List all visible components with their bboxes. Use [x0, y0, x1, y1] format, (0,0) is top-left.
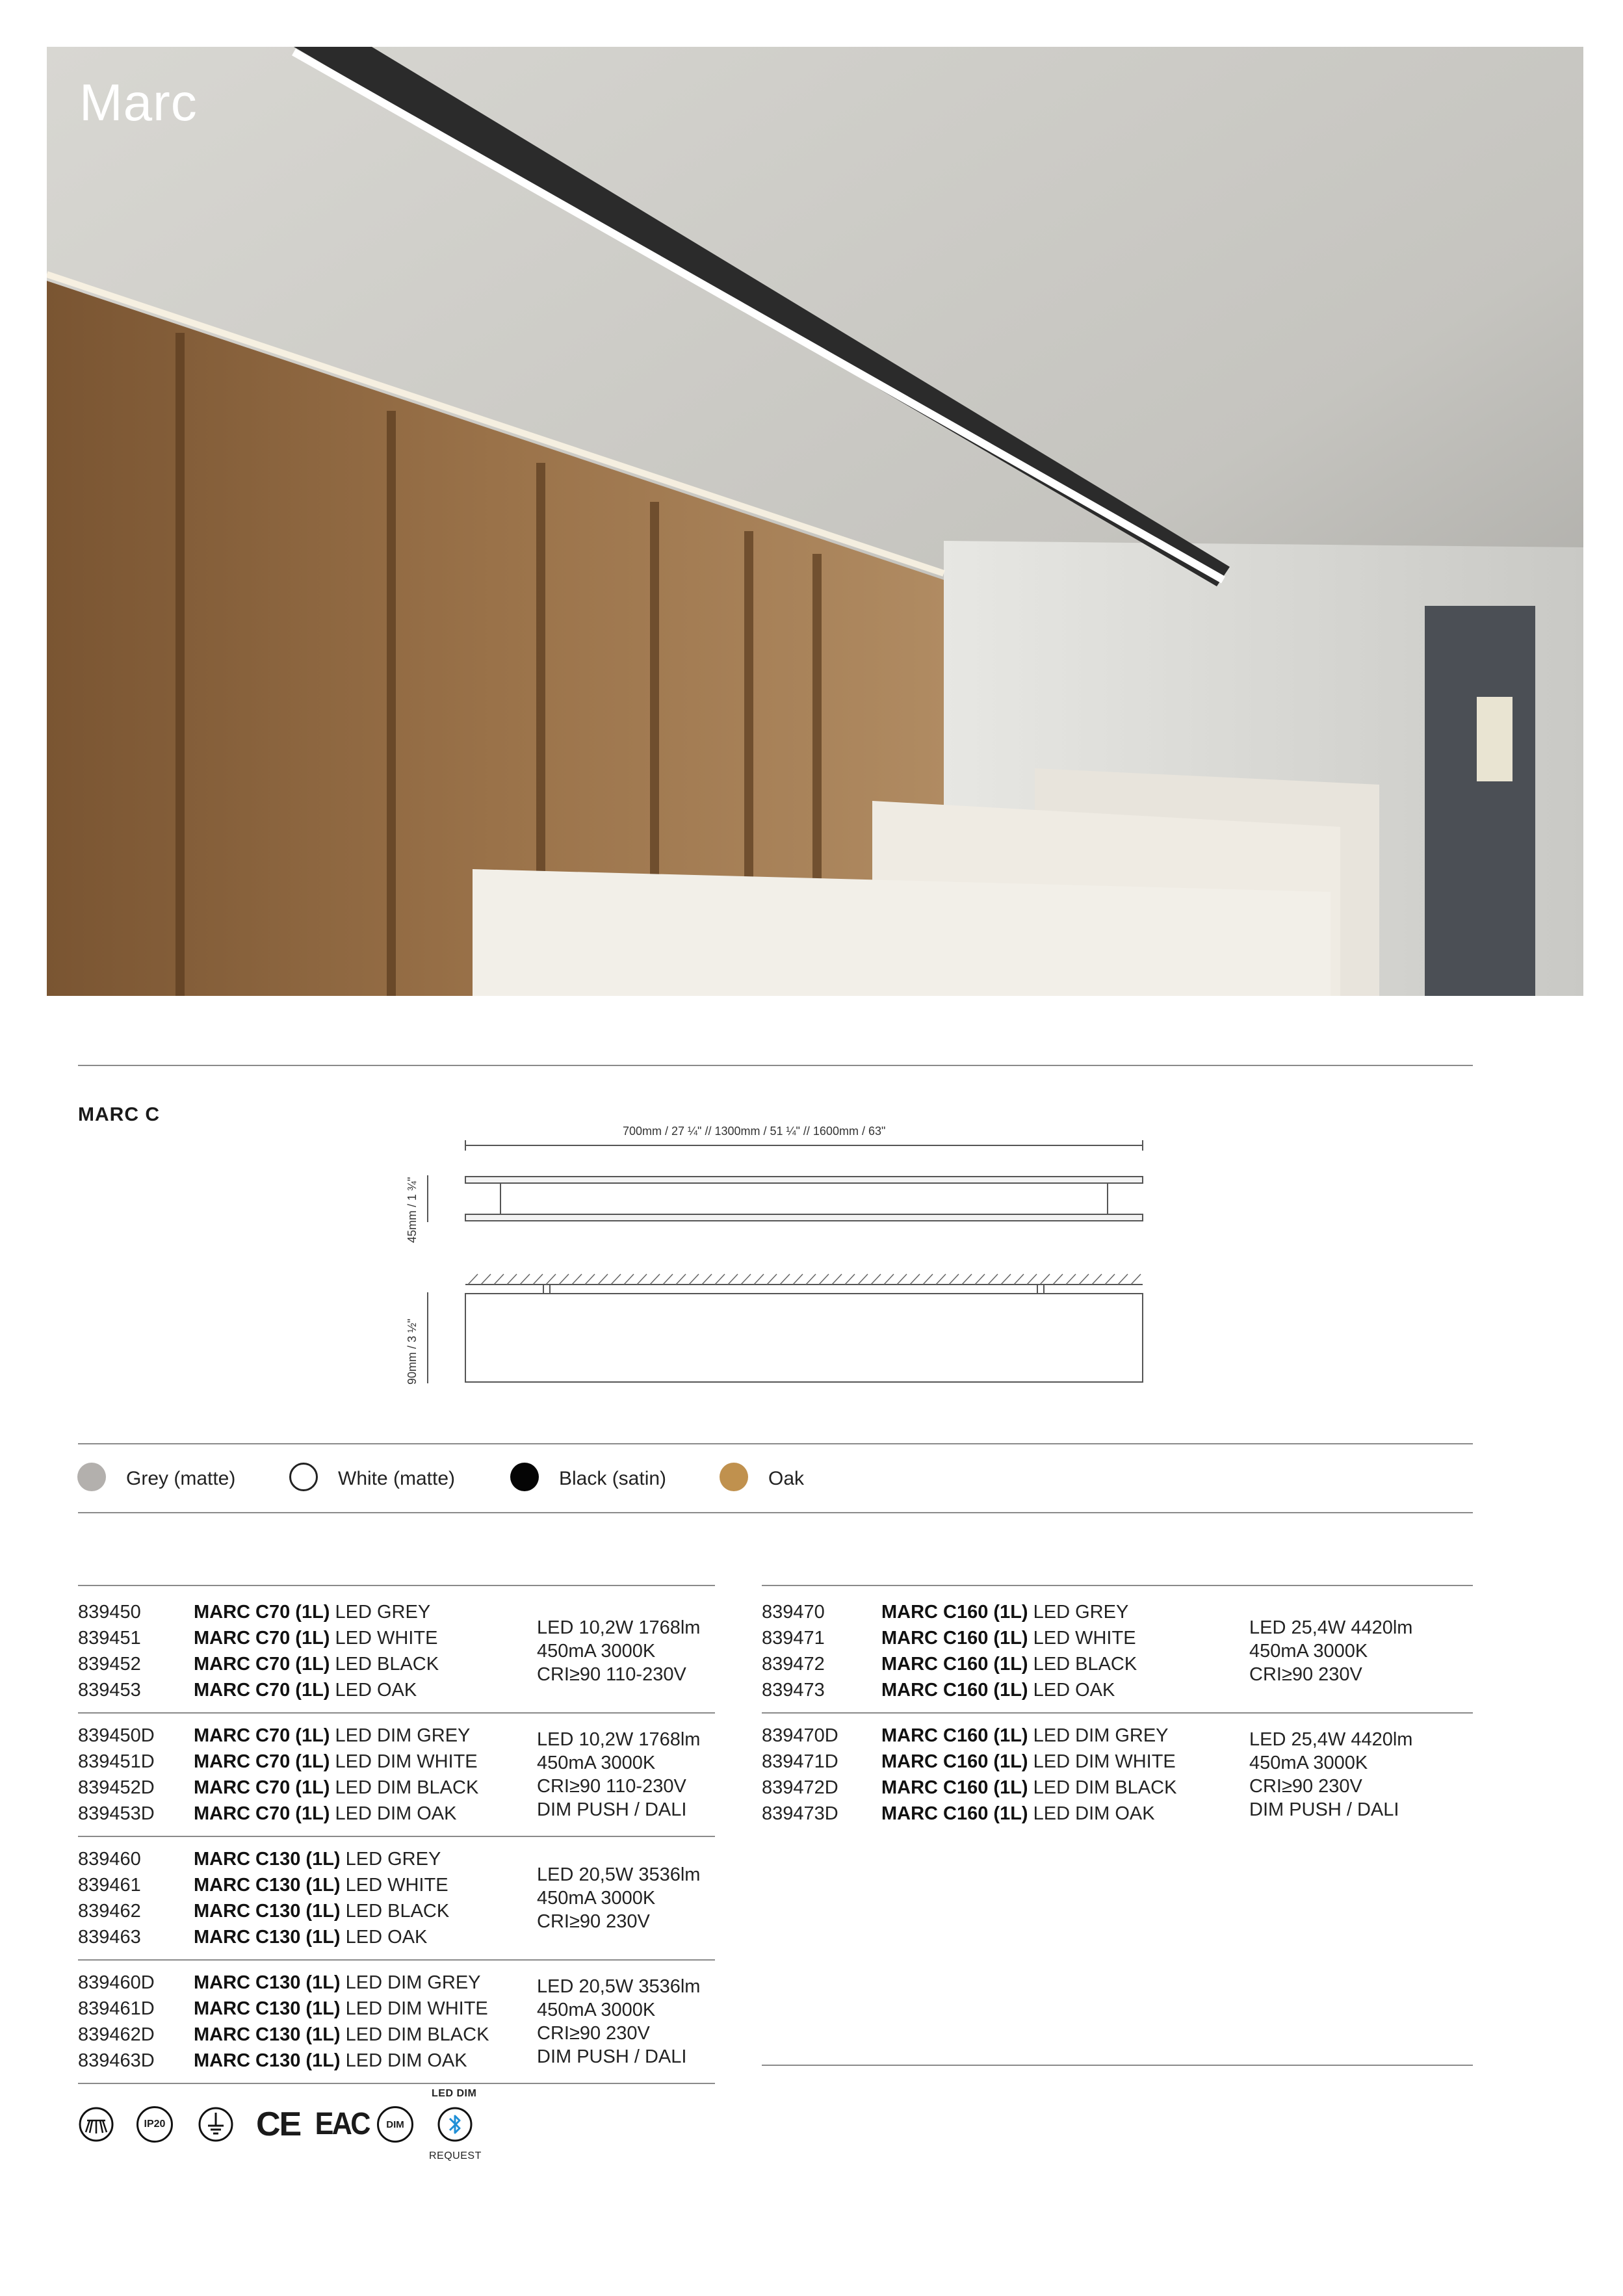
table-top-rule	[762, 1585, 1473, 1586]
hero-photo	[47, 47, 1583, 996]
hero-title: Marc	[79, 73, 198, 131]
table-bottom-rule	[762, 2065, 1473, 2066]
ip20-icon: IP20	[136, 2106, 173, 2143]
product-group	[78, 1837, 715, 1961]
product-model: MARC C160 (1L)	[881, 1725, 1028, 1746]
led-dim-label: LED DIM	[432, 2088, 477, 2099]
finish-swatch-white	[289, 1463, 318, 1491]
table-top-rule	[78, 1585, 715, 1586]
product-name	[194, 1970, 537, 1996]
product-code: 839473D	[762, 1803, 838, 1824]
spec-line: 450mA 3000K	[537, 2000, 656, 2020]
product-name	[194, 1801, 537, 1827]
divider	[78, 1443, 1473, 1444]
spec-line: LED 25,4W 4420lm	[1249, 1729, 1413, 1750]
dim-icon: DIM	[377, 2106, 413, 2143]
product-model: MARC C70 (1L)	[194, 1602, 330, 1623]
product-name	[881, 1723, 1249, 1749]
product-code: 839460D	[78, 1972, 155, 1993]
product-model: MARC C160 (1L)	[881, 1751, 1028, 1772]
product-model: MARC C70 (1L)	[194, 1803, 330, 1824]
product-description: LED DIM WHITE	[340, 1998, 488, 2019]
product-code: 839471D	[762, 1751, 838, 1772]
spec-line: LED 25,4W 4420lm	[1249, 1617, 1413, 1638]
ce-mark-icon: CE	[256, 2106, 301, 2143]
product-code: 839470	[762, 1602, 825, 1623]
product-group	[762, 1714, 1473, 1836]
product-model: MARC C160 (1L)	[881, 1777, 1028, 1798]
spec-line: 450mA 3000K	[537, 1753, 656, 1773]
product-description: LED DIM OAK	[1028, 1803, 1155, 1824]
product-group	[78, 1714, 715, 1837]
product-description: LED DIM GREY	[330, 1725, 471, 1746]
beam-angle-icon	[78, 2106, 114, 2143]
interior-photo	[47, 47, 1583, 996]
product-code: 839460	[78, 1849, 141, 1870]
spec-block	[537, 1728, 700, 1821]
product-name	[194, 2022, 537, 2048]
product-code: 839452D	[78, 1777, 155, 1798]
spec-line: LED 10,2W 1768lm	[537, 1617, 701, 1638]
product-name	[194, 1996, 537, 2022]
product-model: MARC C70 (1L)	[194, 1751, 330, 1772]
product-model: MARC C130 (1L)	[194, 1901, 341, 1922]
product-model: MARC C160 (1L)	[881, 1803, 1028, 1824]
product-code: 839472D	[762, 1777, 838, 1798]
product-code: 839453D	[78, 1803, 155, 1824]
product-name	[194, 1924, 537, 1950]
product-description: LED DIM OAK	[330, 1803, 457, 1824]
spec-block	[1249, 1616, 1412, 1686]
product-description: LED DIM GREY	[340, 1972, 481, 1993]
product-name	[881, 1625, 1249, 1651]
product-code: 839462	[78, 1901, 141, 1922]
product-model: MARC C130 (1L)	[194, 1875, 341, 1896]
product-description: LED GREY	[330, 1602, 431, 1623]
product-description: LED DIM OAK	[340, 2050, 467, 2071]
spec-line: CRI≥90 230V	[1249, 1776, 1362, 1797]
product-name	[881, 1801, 1249, 1827]
product-name	[881, 1599, 1249, 1625]
product-description: LED BLACK	[340, 1901, 450, 1922]
product-code: 839452	[78, 1654, 141, 1675]
product-description: LED DIM BLACK	[1028, 1777, 1177, 1798]
product-model: MARC C160 (1L)	[881, 1654, 1028, 1675]
product-code: 839472	[762, 1654, 825, 1675]
product-code: 839450D	[78, 1725, 155, 1746]
product-code: 839462D	[78, 2024, 155, 2045]
finish-label-white: White (matte)	[338, 1468, 456, 1489]
spec-line: CRI≥90 110-230V	[537, 1664, 686, 1685]
divider	[78, 1512, 1473, 1513]
product-description: LED WHITE	[330, 1628, 438, 1649]
product-name	[881, 1651, 1249, 1677]
product-table-left	[78, 1590, 715, 2084]
product-model: MARC C70 (1L)	[194, 1680, 330, 1701]
spec-block	[1249, 1728, 1412, 1821]
product-description: LED GREY	[1028, 1602, 1129, 1623]
product-code: 839450	[78, 1602, 141, 1623]
spec-line: 450mA 3000K	[537, 1888, 656, 1909]
product-code: 839451D	[78, 1751, 155, 1772]
product-name	[881, 1749, 1249, 1775]
product-code: 839470D	[762, 1725, 838, 1746]
height-dimension-top: 45mm / 1 ¾"	[406, 1177, 419, 1243]
spec-line: 450mA 3000K	[1249, 1641, 1368, 1662]
product-description: LED BLACK	[330, 1654, 439, 1675]
earth-ground-icon	[198, 2106, 234, 2143]
product-description: LED BLACK	[1028, 1654, 1137, 1675]
finish-swatch-oak	[720, 1463, 748, 1491]
product-description: LED WHITE	[340, 1875, 448, 1896]
product-model: MARC C70 (1L)	[194, 1628, 330, 1649]
spec-line: LED 20,5W 3536lm	[537, 1864, 701, 1885]
finish-swatch-black	[510, 1463, 539, 1491]
product-name	[194, 1599, 537, 1625]
product-name	[881, 1677, 1249, 1703]
product-description: LED OAK	[340, 1927, 428, 1948]
product-description: LED OAK	[1028, 1680, 1115, 1701]
product-description: LED DIM WHITE	[1028, 1751, 1176, 1772]
product-description: LED DIM BLACK	[340, 2024, 489, 2045]
product-code: 839471	[762, 1628, 825, 1649]
spec-block	[537, 1863, 700, 1933]
product-description: LED DIM BLACK	[330, 1777, 479, 1798]
height-dimension-bottom: 90mm / 3 ½"	[406, 1318, 419, 1385]
product-group	[762, 1590, 1473, 1714]
product-description: LED OAK	[330, 1680, 417, 1701]
spec-line: CRI≥90 230V	[537, 2023, 650, 2044]
product-model: MARC C130 (1L)	[194, 1849, 341, 1870]
spec-block	[537, 1975, 700, 2068]
product-code: 839461D	[78, 1998, 155, 2019]
request-label: REQUEST	[429, 2150, 482, 2161]
section-title: MARC C	[78, 1104, 160, 1125]
product-model: MARC C160 (1L)	[881, 1628, 1028, 1649]
product-code: 839463D	[78, 2050, 155, 2071]
product-table-right	[762, 1590, 1473, 1836]
product-name	[194, 1872, 537, 1898]
product-code: 839473	[762, 1680, 825, 1701]
product-name	[194, 2048, 537, 2074]
spec-line: CRI≥90 110-230V	[537, 1776, 686, 1797]
product-model: MARC C160 (1L)	[881, 1680, 1028, 1701]
finish-label-black: Black (satin)	[559, 1468, 667, 1489]
product-group	[78, 1961, 715, 2084]
spec-line: 450mA 3000K	[537, 1641, 656, 1662]
product-name	[194, 1898, 537, 1924]
spec-line: LED 10,2W 1768lm	[537, 1729, 701, 1750]
spec-line: CRI≥90 230V	[537, 1911, 650, 1932]
product-description: LED DIM GREY	[1028, 1725, 1169, 1746]
product-name	[194, 1651, 537, 1677]
product-model: MARC C160 (1L)	[881, 1602, 1028, 1623]
spec-line: LED 20,5W 3536lm	[537, 1976, 701, 1997]
product-model: MARC C130 (1L)	[194, 2050, 341, 2071]
bluetooth-icon	[437, 2106, 473, 2143]
product-code: 839463	[78, 1927, 141, 1948]
product-name	[194, 1677, 537, 1703]
divider	[78, 1065, 1473, 1066]
product-code: 839451	[78, 1628, 141, 1649]
spec-line: DIM PUSH / DALI	[1249, 1799, 1399, 1820]
eac-mark-icon: EAC	[315, 2107, 369, 2141]
product-description: LED DIM WHITE	[330, 1751, 478, 1772]
spec-line: CRI≥90 230V	[1249, 1664, 1362, 1685]
product-name	[194, 1775, 537, 1801]
product-name	[194, 1723, 537, 1749]
finish-label-grey: Grey (matte)	[126, 1468, 236, 1489]
product-name	[194, 1846, 537, 1872]
spec-line: DIM PUSH / DALI	[537, 2046, 687, 2067]
product-group	[78, 1590, 715, 1714]
product-description: LED GREY	[340, 1849, 441, 1870]
product-name	[194, 1625, 537, 1651]
product-code: 839453	[78, 1680, 141, 1701]
product-model: MARC C70 (1L)	[194, 1725, 330, 1746]
technical-drawing	[416, 1131, 1157, 1391]
length-dimension: 700mm / 27 ¼" // 1300mm / 51 ¼" // 1600mm / 63"	[623, 1125, 886, 1138]
finish-swatch-grey	[77, 1463, 106, 1491]
product-model: MARC C70 (1L)	[194, 1654, 330, 1675]
product-name	[881, 1775, 1249, 1801]
spec-line: 450mA 3000K	[1249, 1753, 1368, 1773]
product-model: MARC C130 (1L)	[194, 2024, 341, 2045]
product-name	[194, 1749, 537, 1775]
product-model: MARC C130 (1L)	[194, 1972, 341, 1993]
product-model: MARC C130 (1L)	[194, 1927, 341, 1948]
product-model: MARC C130 (1L)	[194, 1998, 341, 2019]
finish-label-oak: Oak	[768, 1468, 805, 1489]
spec-line: DIM PUSH / DALI	[537, 1799, 687, 1820]
spec-block	[537, 1616, 700, 1686]
product-model: MARC C70 (1L)	[194, 1777, 330, 1798]
product-description: LED WHITE	[1028, 1628, 1136, 1649]
product-code: 839461	[78, 1875, 141, 1896]
